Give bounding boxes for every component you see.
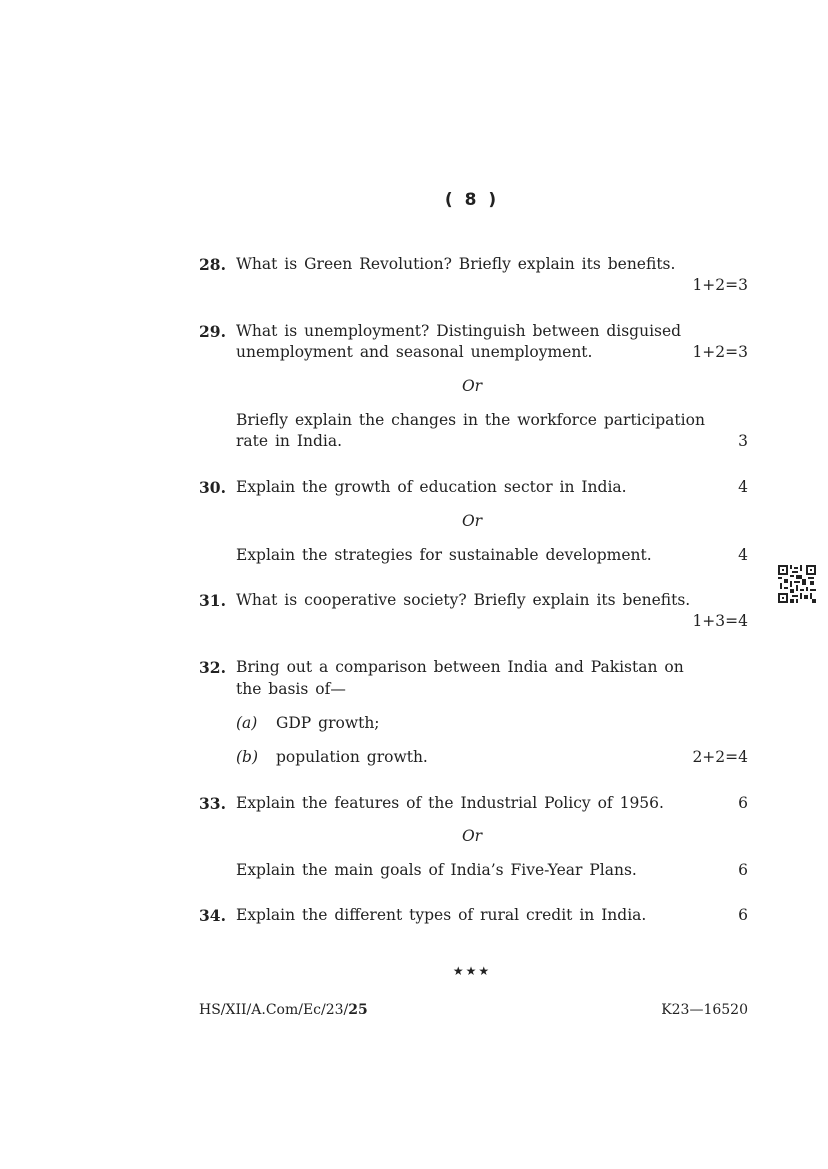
or-divider-30: Or [461,512,483,530]
question-30-text: Explain the growth of education sector in India. [236,478,627,496]
option-a-label: (a) [236,714,258,732]
question-28-marks: 1+2=3 [692,276,748,294]
question-number-34: 34. [199,906,226,925]
question-31-marks: 1+3=4 [692,612,748,630]
question-number-28: 28. [199,255,226,274]
question-30-marks: 4 [738,478,748,496]
question-number-32: 32. [199,658,226,677]
question-number-33: 33. [199,794,226,813]
question-34-text: Explain the different types of rural credit in India. [236,906,647,924]
question-number-31: 31. [199,591,226,610]
question-29-alt-line2: rate in India. [236,432,342,450]
print-code: K23—16520 [661,1002,748,1018]
question-33-alt-text: Explain the main goals of India’s Five-Year Plans. [236,861,637,879]
question-32-marks: 2+2=4 [692,748,748,766]
question-number-30: 30. [199,478,226,497]
option-a-text: GDP growth; [276,714,380,732]
qr-code-icon [778,565,816,603]
question-30-alt-text: Explain the strategies for sustainable development. [236,546,652,564]
question-29-text-line1: What is unemployment? Distinguish between disguised [236,322,682,340]
question-33-alt-marks: 6 [738,861,748,879]
question-29-text-line2: unemployment and seasonal unemployment. [236,343,593,361]
option-b-label: (b) [236,748,259,766]
page-number: ( 8 ) [444,190,500,210]
question-number-29: 29. [199,322,226,341]
paper-code [199,1002,368,1018]
or-divider-29: Or [461,377,483,395]
end-marker: ★★★ [452,964,492,978]
question-32-text-line1: Bring out a comparison between India and Pakistan on [236,658,684,676]
question-31-text: What is cooperative society? Briefly explain its benefits. [236,591,691,609]
question-32-text-line2: the basis of— [236,680,346,698]
paper-code-suffix: 25 [348,1002,368,1018]
question-28-text: What is Green Revolution? Briefly explain its benefits. [236,255,676,273]
or-divider-33: Or [461,827,483,845]
question-33-marks: 6 [738,794,748,812]
question-33-text: Explain the features of the Industrial Policy of 1956. [236,794,664,812]
option-b-text: population growth. [276,748,428,766]
paper-code-prefix: HS/XII/A.Com/Ec/23/ [199,1002,349,1018]
question-30-alt-marks: 4 [738,546,748,564]
question-34-marks: 6 [738,906,748,924]
question-29-marks: 1+2=3 [692,343,748,361]
question-29-alt-marks: 3 [738,432,748,450]
question-29-alt-line1: Briefly explain the changes in the workforce participation [236,411,705,429]
